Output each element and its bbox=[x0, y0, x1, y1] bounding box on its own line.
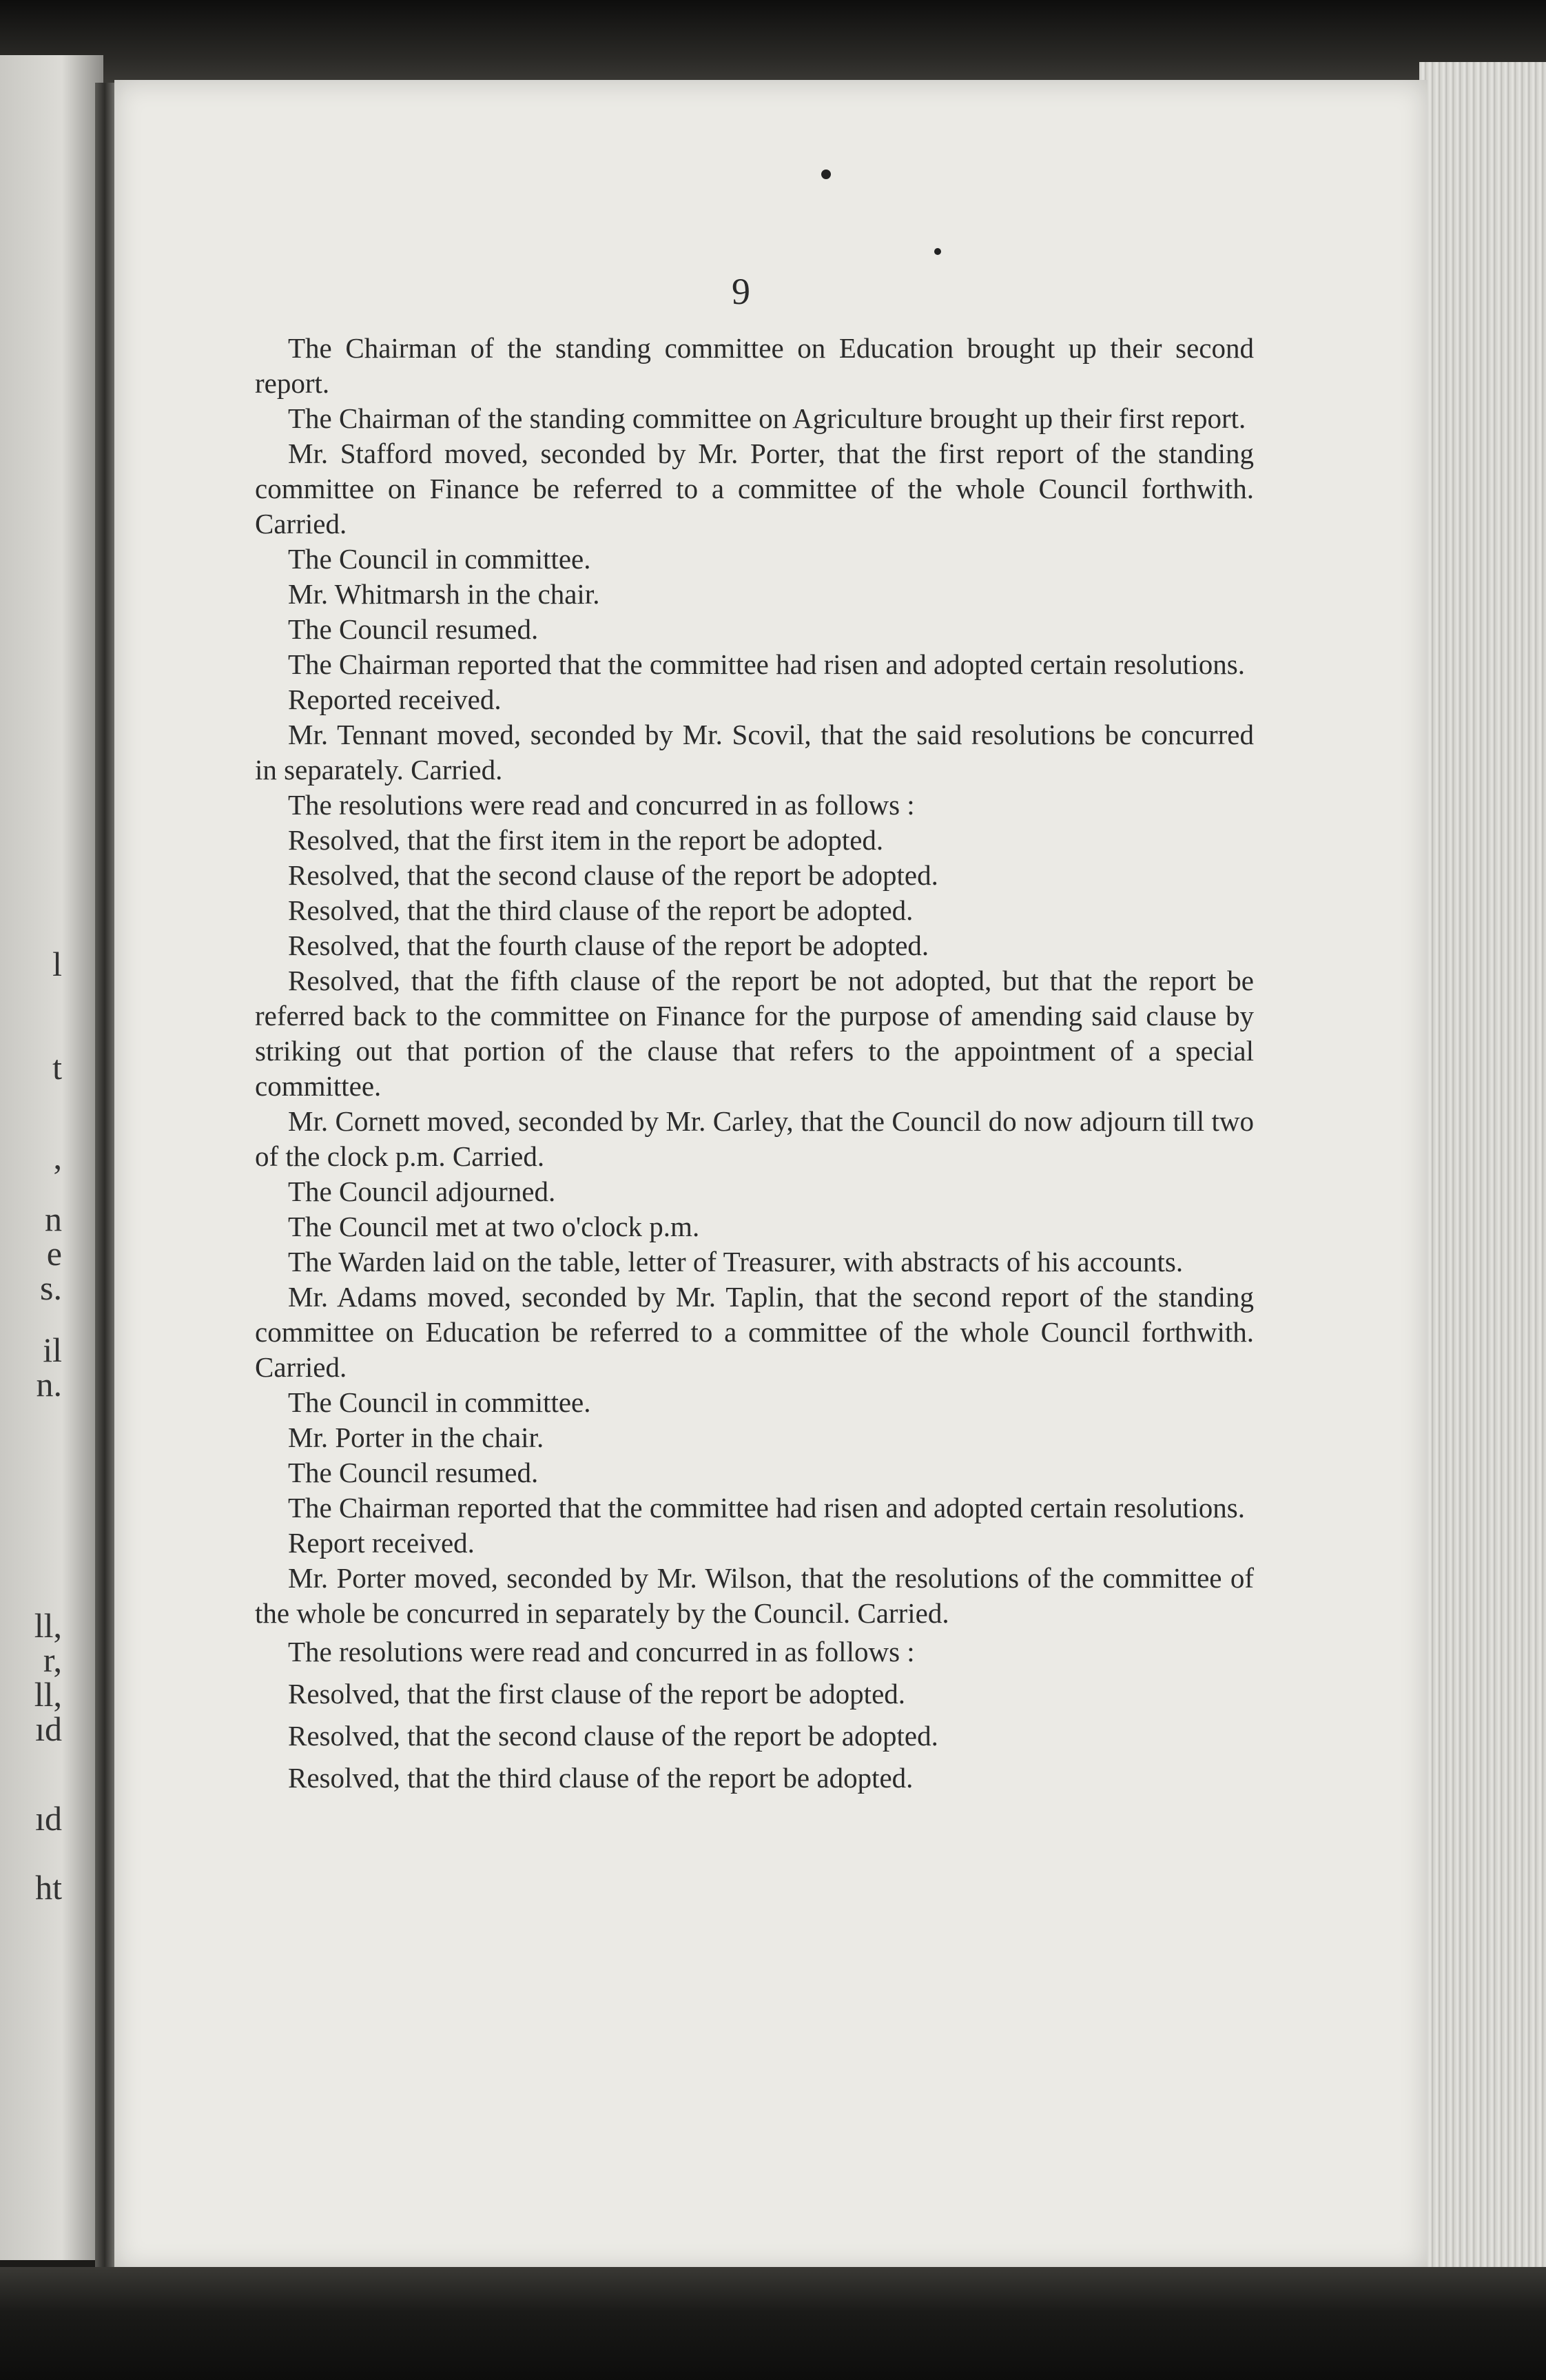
paragraph: Resolved, that the fifth clause of the report be not adopted, but that the report be referred back to the committee on Finance for the purpose of amending said clause by striking out that portion of the clause that refers to the appointment of a special committee. bbox=[255, 965, 1254, 1102]
scan-background-top bbox=[0, 0, 1546, 83]
facing-page-fragment: e bbox=[46, 1234, 62, 1273]
facing-page-fragment: n bbox=[45, 1200, 62, 1238]
paragraph: The Council in committee. bbox=[288, 543, 591, 575]
facing-page-fragment: n. bbox=[36, 1365, 62, 1404]
paragraph: Mr. Porter in the chair. bbox=[288, 1422, 544, 1453]
facing-page-fragment: ht bbox=[35, 1868, 62, 1907]
facing-page-fragment: t bbox=[52, 1048, 62, 1087]
page-stack-edge bbox=[1419, 62, 1546, 2281]
paragraph: Resolved, that the third clause of the report be adopted. bbox=[288, 894, 914, 926]
paragraph: Resolved, that the first item in the report be adopted. bbox=[288, 824, 884, 856]
facing-page-fragment: ll, bbox=[34, 1606, 62, 1645]
paragraph: The resolutions were read and concurred in as follows : bbox=[288, 789, 915, 821]
paragraph: Mr. Porter moved, seconded by Mr. Wilson, that the resolutions of the committee of the whole be concurred in separately by the Council. Carried. bbox=[255, 1562, 1254, 1629]
paragraph: Mr. Whitmarsh in the chair. bbox=[288, 578, 600, 610]
facing-page-fragment: il bbox=[43, 1331, 62, 1369]
paragraph: Mr. Cornett moved, seconded by Mr. Carley, that the Council do now adjourn till two of the clock p.m. Carried. bbox=[255, 1105, 1254, 1172]
page-number: 9 bbox=[732, 271, 750, 312]
paragraph: Resolved, that the third clause of the report be adopted. bbox=[288, 1762, 914, 1794]
paragraph: Resolved, that the fourth clause of the report be adopted. bbox=[288, 930, 929, 961]
facing-page-fragment: s. bbox=[40, 1269, 62, 1307]
paragraph: The Council met at two o'clock p.m. bbox=[288, 1211, 700, 1242]
paragraph: Resolved, that the second clause of the report be adopted. bbox=[288, 1720, 938, 1752]
paragraph: Mr. Stafford moved, seconded by Mr. Porter, that the first report of the standing committee on Finance be referred to a committee of the whole Council forthwith. Carried. bbox=[255, 438, 1254, 540]
paragraph: The Chairman reported that the committee had risen and adopted certain resolutions. bbox=[288, 1492, 1245, 1524]
paragraph: The Council resumed. bbox=[288, 1457, 539, 1488]
paragraph: The Warden laid on the table, letter of Treasurer, with abstracts of his accounts. bbox=[288, 1246, 1184, 1278]
paragraph: Resolved, that the first clause of the report be adopted. bbox=[288, 1678, 906, 1710]
paragraph: The Chairman of the standing committee on Agriculture brought up their first report. bbox=[288, 402, 1246, 434]
book-gutter bbox=[95, 83, 114, 2267]
paragraph: The Council adjourned. bbox=[288, 1176, 556, 1207]
paragraph: Mr. Tennant moved, seconded by Mr. Scovil, that the said resolutions be concurred in separately. Carried. bbox=[255, 719, 1254, 786]
facing-page-fragment: , bbox=[53, 1138, 62, 1176]
facing-page-edge bbox=[0, 55, 103, 2260]
facing-page-fragment: l bbox=[52, 945, 62, 983]
scan-background-bottom bbox=[0, 2267, 1546, 2380]
paragraph: Mr. Adams moved, seconded by Mr. Taplin, that the second report of the standing committee on Education be referred to a committee of the whole Council forthwith. Carried. bbox=[255, 1281, 1254, 1383]
paragraph: The resolutions were read and concurred in as follows : bbox=[288, 1636, 915, 1668]
paragraph: The Chairman of the standing committee on Education brought up their second report. bbox=[255, 332, 1254, 399]
facing-page-fragment: r, bbox=[43, 1641, 62, 1679]
paragraph: Report received. bbox=[288, 1527, 475, 1559]
paragraph: Reported received. bbox=[288, 684, 502, 715]
paragraph: The Chairman reported that the committee had risen and adopted certain resolutions. bbox=[288, 648, 1245, 680]
facing-page-fragment: ıd bbox=[35, 1799, 62, 1838]
ink-spot bbox=[821, 170, 831, 179]
page-body bbox=[255, 331, 1254, 1799]
ink-spot bbox=[934, 248, 941, 255]
facing-page-fragment: ıd bbox=[35, 1710, 62, 1748]
paragraph: The Council in committee. bbox=[288, 1386, 591, 1418]
paragraph: The Council resumed. bbox=[288, 613, 539, 645]
paragraph: Resolved, that the second clause of the report be adopted. bbox=[288, 859, 938, 891]
facing-page-fragment: ll, bbox=[34, 1675, 62, 1714]
